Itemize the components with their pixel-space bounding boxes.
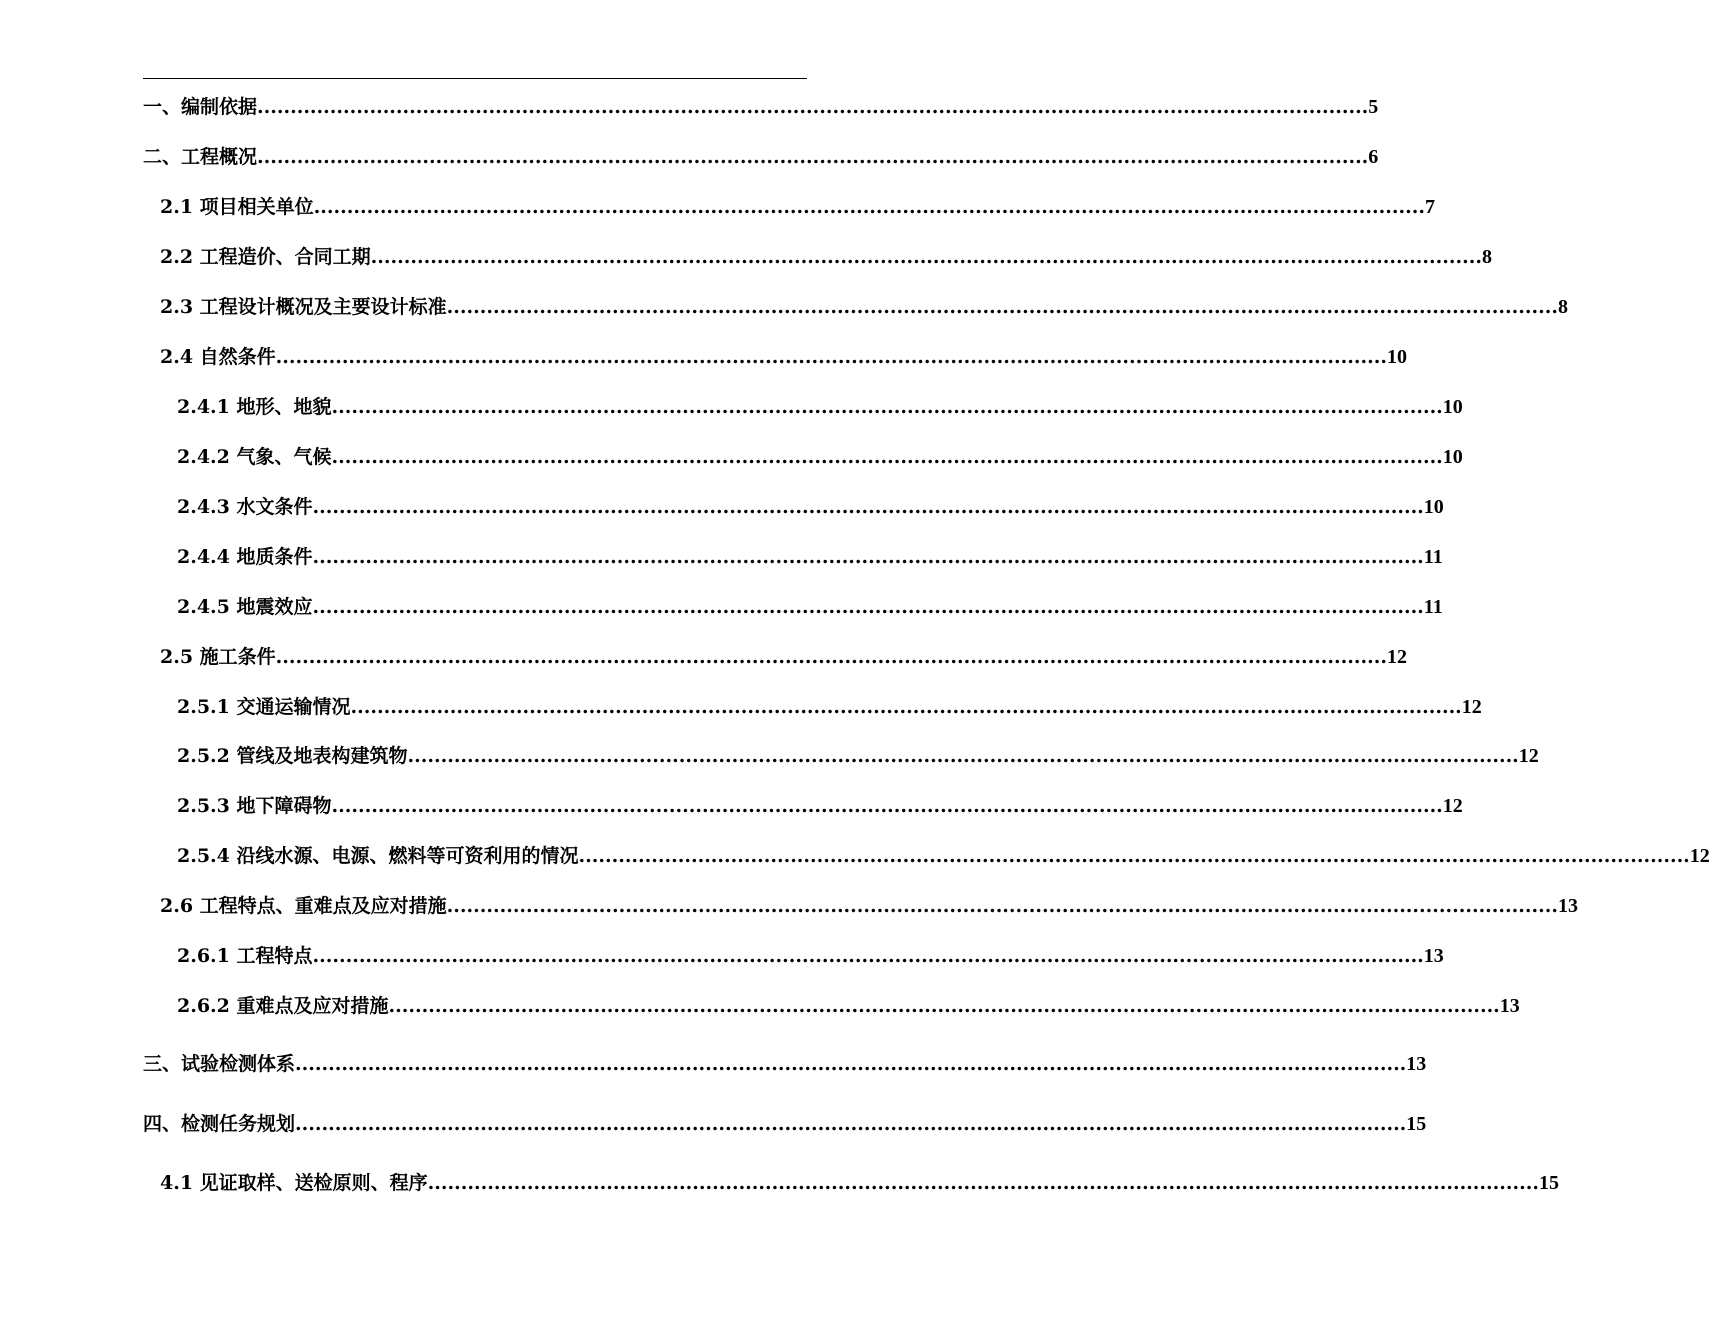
toc-entry-2-3[interactable] <box>160 293 1568 321</box>
toc-entry-label: 2.4.4 地质条件 <box>177 546 313 568</box>
toc-entry-2-6[interactable] <box>160 892 1578 920</box>
toc-entry-page: 10 <box>1386 346 1407 368</box>
toc-leader-dots: ........................................................................................................................................................................ <box>313 196 1425 218</box>
toc-entry-2-5-1[interactable] <box>177 693 1482 721</box>
toc-leader-dots: ........................................................................................................................................................................ <box>295 1053 1407 1075</box>
toc-entry-2-4[interactable] <box>160 343 1407 371</box>
toc-entry-2-5-2[interactable] <box>177 742 1539 770</box>
toc-entry-page: 10 <box>1442 396 1463 418</box>
toc-entry-label: 2.5.2 管线及地表构建筑物 <box>177 745 408 767</box>
toc-entry-page: 10 <box>1423 496 1444 518</box>
toc-entry-2-4-3[interactable] <box>177 493 1444 521</box>
toc-entry-page: 13 <box>1406 1053 1427 1075</box>
toc-entry-page: 12 <box>1461 696 1482 718</box>
toc-leader-dots: ........................................................................................................................................................................ <box>446 895 1558 917</box>
toc-entry-2-5[interactable] <box>160 643 1407 671</box>
toc-entry-label: 2.5.1 交通运输情况 <box>177 696 351 718</box>
toc-entry-label: 2.6.2 重难点及应对措施 <box>177 995 389 1017</box>
toc-entry-page: 8 <box>1557 296 1568 318</box>
toc-leader-dots: ........................................................................................................................................................................ <box>257 146 1369 168</box>
toc-entry-label: 2.6 工程特点、重难点及应对措施 <box>160 895 447 917</box>
toc-entry-label: 2.2 工程造价、合同工期 <box>160 246 371 268</box>
toc-entry-label: 三、试验检测体系 <box>143 1053 296 1075</box>
toc-leader-dots: ........................................................................................................................................................................ <box>331 396 1443 418</box>
toc-entry-label: 2.4 自然条件 <box>160 346 276 368</box>
toc-entry-page: 13 <box>1557 895 1578 917</box>
toc-entry-page: 11 <box>1423 596 1443 618</box>
toc-leader-dots: ........................................................................................................................................................................ <box>312 945 1424 967</box>
toc-leader-dots: ........................................................................................................................................................................ <box>331 446 1443 468</box>
toc-entry-label: 2.6.1 工程特点 <box>177 945 313 967</box>
toc-entry-2-4-4[interactable] <box>177 543 1443 571</box>
toc-entry-label: 2.4.2 气象、气候 <box>177 446 332 468</box>
toc-entry-2-2[interactable] <box>160 243 1492 271</box>
toc-entry-label: 2.5.3 地下障碍物 <box>177 795 332 817</box>
toc-entry-label: 二、工程概况 <box>143 146 258 168</box>
toc-leader-dots: ........................................................................................................................................................................ <box>427 1172 1539 1194</box>
toc-leader-dots: ........................................................................................................................................................................ <box>331 795 1443 817</box>
toc-leader-dots: ........................................................................................................................................................................ <box>312 496 1424 518</box>
toc-leader-dots: ........................................................................................................................................................................ <box>257 96 1369 118</box>
toc-leader-dots: ........................................................................................................................................................................ <box>295 1113 1407 1135</box>
toc-entry-label: 2.4.5 地震效应 <box>177 596 313 618</box>
toc-entry-page: 15 <box>1538 1172 1559 1194</box>
toc-entry-2-1[interactable] <box>160 193 1435 221</box>
toc-entry-page: 5 <box>1368 96 1379 118</box>
toc-entry-label: 四、检测任务规划 <box>143 1113 296 1135</box>
toc-entry-2-5-3[interactable] <box>177 792 1463 820</box>
toc-entry-page: 13 <box>1499 995 1520 1017</box>
toc-entry-2-4-1[interactable] <box>177 393 1463 421</box>
toc-entry-4-1[interactable] <box>160 1169 1559 1197</box>
toc-leader-dots: ........................................................................................................................................................................ <box>407 745 1519 767</box>
toc-entry-label: 2.3 工程设计概况及主要设计标准 <box>160 296 447 318</box>
toc-leader-dots: ........................................................................................................................................................................ <box>312 546 1424 568</box>
toc-entry-page: 12 <box>1689 845 1710 867</box>
toc-entry-2-4-5[interactable] <box>177 593 1443 621</box>
toc-leader-dots: ........................................................................................................................................................................ <box>275 646 1387 668</box>
toc-leader-dots: ........................................................................................................................................................................ <box>578 845 1690 867</box>
toc-entry-2[interactable] <box>143 143 1379 171</box>
toc-entry-page: 12 <box>1386 646 1407 668</box>
toc-entry-page: 15 <box>1406 1113 1427 1135</box>
toc-leader-dots: ........................................................................................................................................................................ <box>312 596 1424 618</box>
toc-entry-page: 7 <box>1424 196 1435 218</box>
toc-entry-2-5-4[interactable] <box>177 842 1710 870</box>
toc-leader-dots: ........................................................................................................................................................................ <box>350 696 1462 718</box>
toc-leader-dots: ........................................................................................................................................................................ <box>275 346 1387 368</box>
toc-entry-2-6-1[interactable] <box>177 942 1444 970</box>
toc-entry-label: 2.5.4 沿线水源、电源、燃料等可资利用的情况 <box>177 845 579 867</box>
toc-entry-4[interactable] <box>143 1110 1427 1138</box>
toc-entry-page: 12 <box>1442 795 1463 817</box>
toc-entry-page: 10 <box>1442 446 1463 468</box>
toc-entry-1[interactable] <box>143 93 1379 121</box>
toc-entry-label: 4.1 见证取样、送检原则、程序 <box>160 1172 428 1194</box>
toc-leader-dots: ........................................................................................................................................................................ <box>370 246 1482 268</box>
toc-entry-page: 6 <box>1368 146 1379 168</box>
toc-entry-2-4-2[interactable] <box>177 443 1463 471</box>
toc-entry-label: 2.5 施工条件 <box>160 646 276 668</box>
toc-entry-page: 12 <box>1518 745 1539 767</box>
toc-entry-page: 8 <box>1481 246 1492 268</box>
toc-entry-label: 2.4.1 地形、地貌 <box>177 396 332 418</box>
toc-entry-label: 2.4.3 水文条件 <box>177 496 313 518</box>
toc-entry-page: 13 <box>1423 945 1444 967</box>
toc-leader-dots: ........................................................................................................................................................................ <box>388 995 1500 1017</box>
toc-entry-label: 2.1 项目相关单位 <box>160 196 314 218</box>
toc-entry-3[interactable] <box>143 1050 1427 1078</box>
toc-leader-dots: ........................................................................................................................................................................ <box>446 296 1558 318</box>
toc-entry-2-6-2[interactable] <box>177 992 1520 1020</box>
toc-entry-page: 11 <box>1423 546 1443 568</box>
toc-entry-label: 一、编制依据 <box>143 96 258 118</box>
